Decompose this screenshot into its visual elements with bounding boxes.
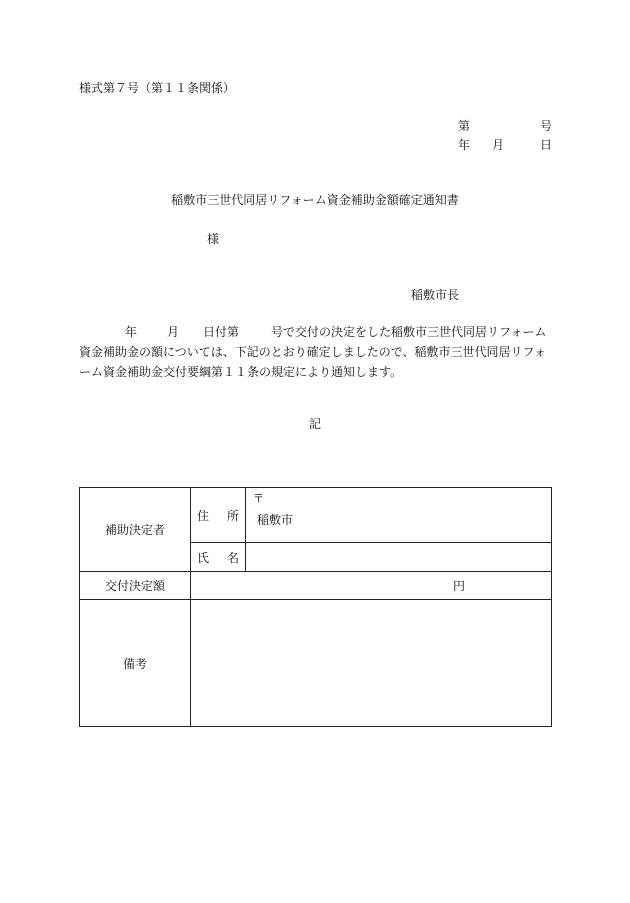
yen-unit: 円 <box>452 579 465 593</box>
recipient-honorific: 様 <box>207 232 220 246</box>
name-label <box>191 543 246 572</box>
amount-field[interactable] <box>191 572 552 600</box>
address-label-char-1: 住 <box>197 508 210 523</box>
address-label-char-2: 所 <box>226 508 239 523</box>
ki-heading: 記 <box>308 417 321 431</box>
body-month-label: 月 <box>167 325 180 339</box>
date-day-label: 日 <box>540 138 553 152</box>
body-year-label: 年 <box>125 325 138 339</box>
date-year-label: 年 <box>458 138 471 152</box>
applicant-label: 補助決定者 <box>80 488 191 572</box>
name-field[interactable] <box>246 543 552 572</box>
name-label-char-1: 氏 <box>197 550 210 565</box>
remarks-label: 備考 <box>80 600 191 727</box>
issuer-name: 稲敷市長 <box>411 288 460 302</box>
body-date-number-label: 日付第 <box>203 325 240 339</box>
remarks-field[interactable] <box>191 600 552 727</box>
amount-label: 交付決定額 <box>80 572 191 600</box>
form-number: 様式第７号（第１１条関係） <box>79 81 236 95</box>
address-label <box>191 488 246 543</box>
address-field[interactable] <box>246 488 552 543</box>
document-number-suffix: 号 <box>540 119 553 133</box>
name-label-char-2: 名 <box>226 550 239 565</box>
document-number-prefix: 第 <box>458 119 471 133</box>
document-title: 稲敷市三世代同居リフォーム資金補助金額確定通知書 <box>171 193 459 207</box>
body-text: 号で交付の決定をした稲敷市三世代同居リフォーム資金補助金の額については、下記のとおり確定しましたので、稲敷市三世代同居リフォーム資金補助金交付要綱第１１条の規定により通知します。 <box>79 325 547 379</box>
date-month-label: 月 <box>492 138 505 152</box>
postal-mark: 〒 <box>253 492 264 505</box>
details-table <box>79 487 552 727</box>
notice-body <box>79 322 551 382</box>
address-city: 稲敷市 <box>257 513 294 527</box>
